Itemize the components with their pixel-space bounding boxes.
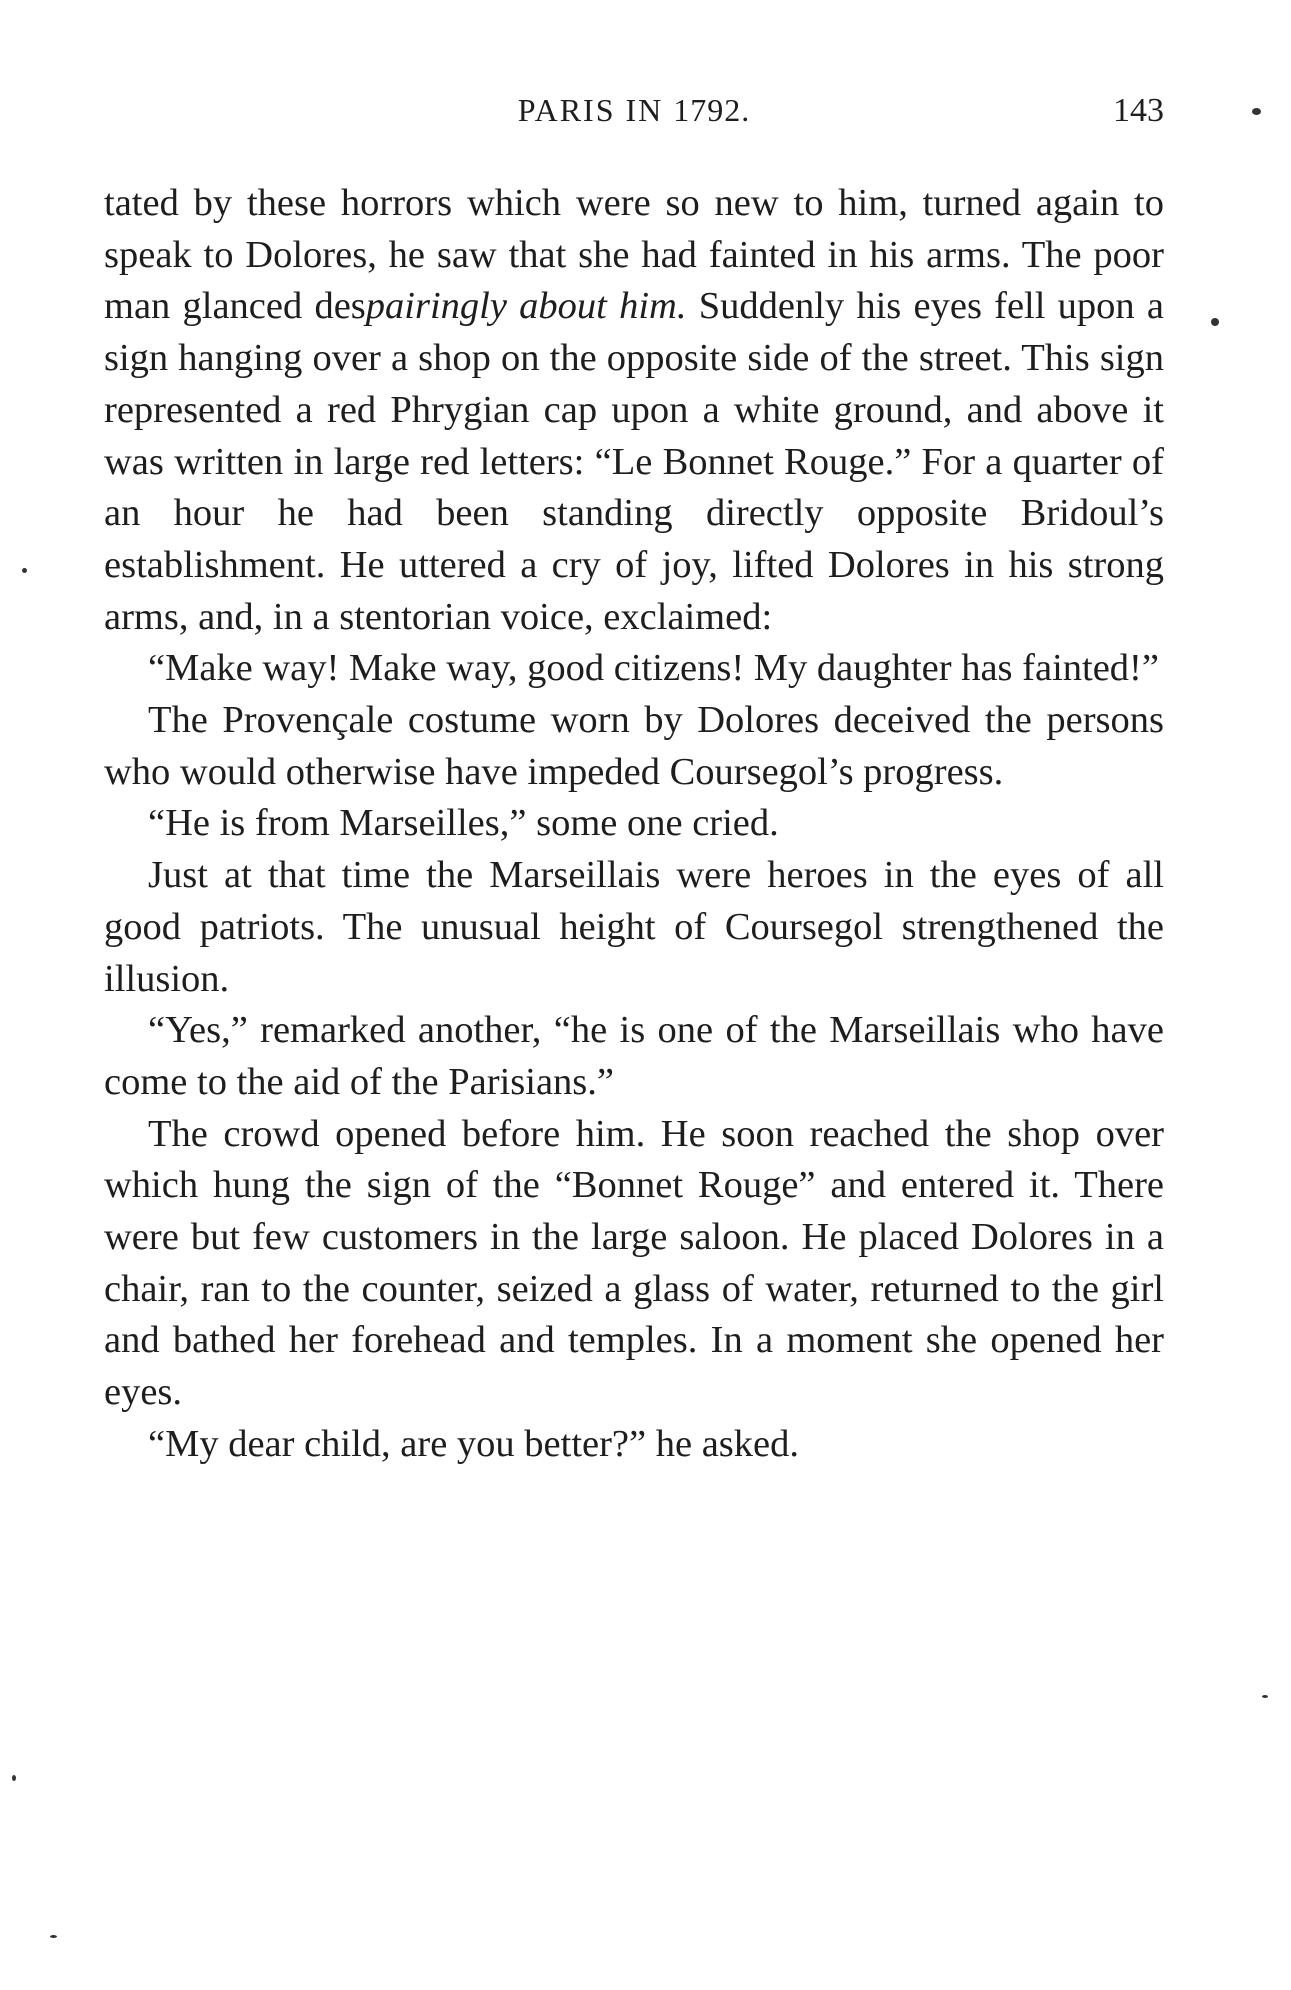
page-number: 143 (1113, 92, 1164, 129)
paragraph-7: The crowd opened before him. He soon reached the shop over which hung the sign of the “Bonnet Rouge” and entered it. There were but few customers in the large saloon. He placed Dolores in a chair, ran to the counter, seized a glass of water, returned to the girl and bathed her forehead and temples. In a moment she opened her eyes. (104, 1112, 1164, 1414)
paragraph-6: “Yes,” remarked another, “he is one of the Marseillais who have come to the aid of the Parisians.” (104, 1009, 1164, 1103)
scan-speck (1262, 1695, 1268, 1698)
paragraph-1 (104, 178, 1164, 643)
paragraph-3: The Provençale costume worn by Dolores deceived the persons who would otherwise have impeded Coursegol’s progress. (104, 699, 1164, 793)
scan-speck (12, 1775, 16, 1781)
running-head (104, 92, 1164, 129)
paragraph-4: “He is from Marseilles,” some one cried. (148, 802, 779, 845)
scan-speck (1211, 318, 1219, 326)
body-text (104, 178, 1164, 1471)
page-header (104, 92, 1164, 142)
paragraph-2: “Make way! Make way, good citizens! My daughter has fainted!” (148, 647, 1159, 690)
paragraph-1-italic: pairingly about him. (365, 285, 687, 328)
scan-speck (50, 1935, 57, 1938)
scan-speck (1252, 108, 1261, 115)
running-head-title: PARIS IN (517, 92, 664, 128)
paragraph-1-text-b: Suddenly his eyes fell upon a sign hanging over a shop on the opposite side of the street. This sign represented a red Phrygian cap upon a white ground, and above it was written in large red letters: “Le Bonnet Rouge.” For a quarter of an hour he had been standing directly opposite Bridoul’s establishment. He uttered a cry of joy, lifted Dolores in his strong arms, and, in a stentorian voice, exclaimed: (104, 285, 1164, 638)
paragraph-5: Just at that time the Marseillais were heroes in the eyes of all good patriots. The unusual height of Coursegol strengthened the illusion. (104, 854, 1164, 1000)
paragraph-8: “My dear child, are you better?” he asked. (148, 1422, 799, 1465)
paragraph-1-text-a: tated by these horrors which were so new to him, turned again to speak to Dolores, he saw that she had fainted in his arms. The poor man glanced des (104, 182, 1164, 328)
running-head-year: 1792. (673, 92, 751, 128)
scan-speck (22, 568, 27, 573)
